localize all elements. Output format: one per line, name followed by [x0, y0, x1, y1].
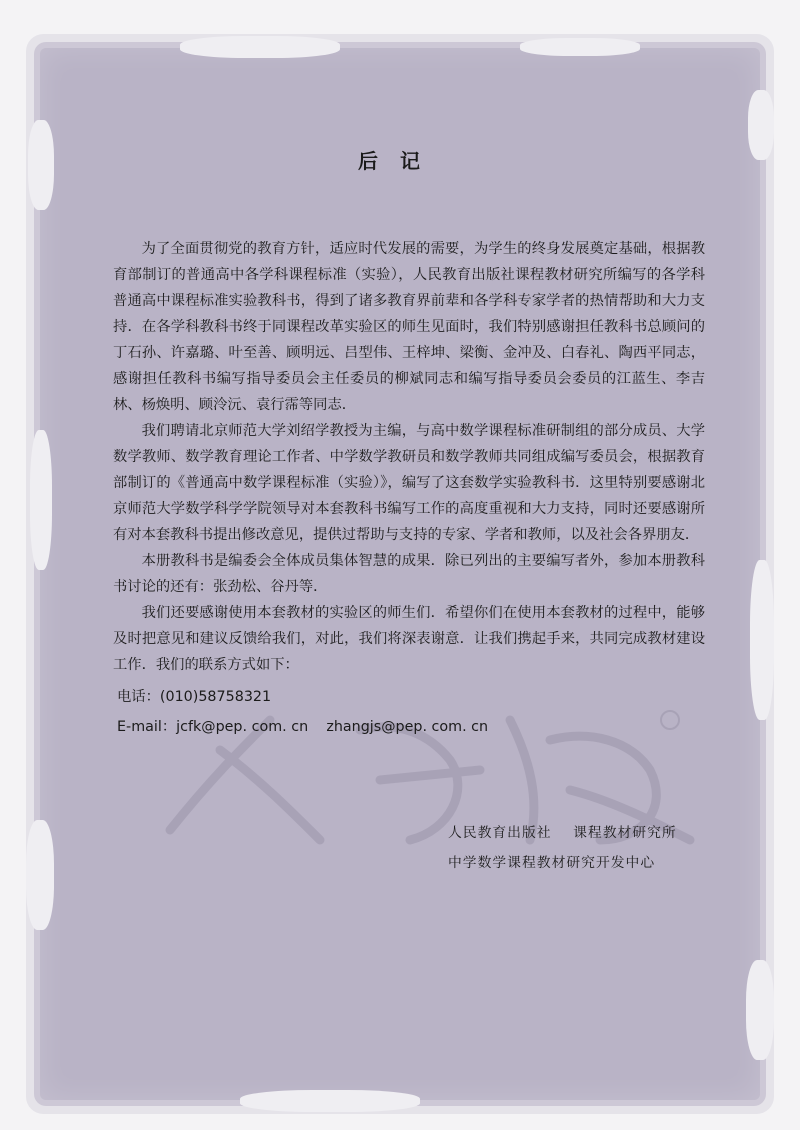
- edge-wear: [26, 820, 54, 930]
- email-line: E-mail：jcfk@pep. com. cn zhangjs@pep. com. cn: [117, 719, 489, 735]
- page-title: 后记: [358, 149, 442, 173]
- edge-wear: [240, 1090, 420, 1112]
- paragraph: 我们聘请北京师范大学刘绍学教授为主编，与高中数学课程标准研制组的部分成员、大学数学教师、数学教育理论工作者、中学数学教研员和数学教师共同组成编写委员会，根据教育部制订的《普通高中数学课程标准（实验）》，编写了这套数学实验教科书．这里特别要感谢北京师范大学数学科学学院领导对本套教科书编写工作的高度重视和大力支持，同时还要感谢所有对本套教科书提出修改意见，提供过帮助与支持的专家、学者和教师，以及社会各界朋友．: [113, 423, 705, 543]
- signature-block: [448, 818, 677, 878]
- edge-wear: [180, 36, 340, 58]
- edge-wear: [520, 38, 640, 56]
- signature-line: 中学数学课程教材研究开发中心: [448, 855, 656, 871]
- phone-line: 电话：(010)58758321: [117, 689, 272, 705]
- paragraph: 我们还要感谢使用本套教材的实验区的师生们．希望你们在使用本套教材的过程中，能够及时把意见和建议反馈给我们，对此，我们将深表谢意．让我们携起手来，共同完成教材建设工作．我们的联系方式如下：: [113, 605, 705, 673]
- signature-line: 人民教育出版社 课程教材研究所: [448, 825, 677, 841]
- edge-wear: [750, 560, 774, 720]
- edge-wear: [30, 430, 52, 570]
- body-text: [113, 236, 705, 742]
- paragraph: 为了全面贯彻党的教育方针，适应时代发展的需要，为学生的终身发展奠定基础，根据教育部制订的普通高中各学科课程标准（实验），人民教育出版社课程教材研究所编写的各学科普通高中课程标准实验教科书，得到了诸多教育界前辈和各学科专家学者的热情帮助和大力支持．在各学科教科书终于同课程改革实验区的师生见面时，我们特别感谢担任教科书总顾问的丁石孙、许嘉璐、叶至善、顾明远、吕型伟、王梓坤、梁衡、金冲及、白春礼、陶西平同志，感谢担任教科书编写指导委员会主任委员的柳斌同志和编写指导委员会委员的江蓝生、李吉林、杨焕明、顾泠沅、袁行霈等同志．: [113, 241, 705, 413]
- edge-wear: [746, 960, 774, 1060]
- paragraph: 本册教科书是编委会全体成员集体智慧的成果．除已列出的主要编写者外，参加本册教科书讨论的还有：张劲松、谷丹等．: [113, 553, 705, 595]
